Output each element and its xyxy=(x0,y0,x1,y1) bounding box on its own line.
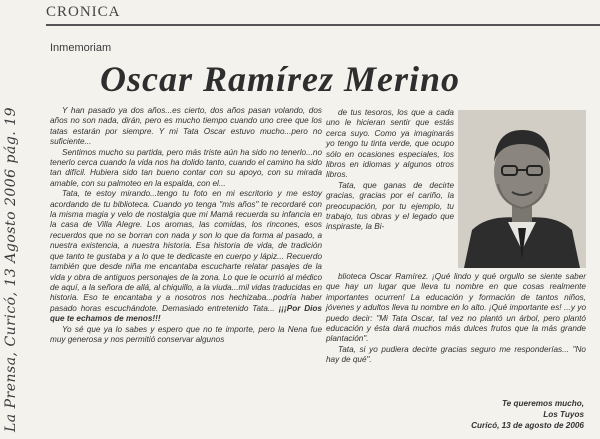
paragraph: Sentimos mucho su partida, pero más triste aún ha sido no tenerlo...no tenerlo cerca cuando la vida nos ha dolido tanto, cuando el camino ha sido tan difícil. Hubiera sido tan bueno contar con su apoyo, con su mirada amable, con su palmoteo en la espalda, con el... xyxy=(50,147,322,188)
right-bottom-column xyxy=(326,272,586,366)
portrait-illustration xyxy=(458,110,586,268)
headline: Oscar Ramírez Merino xyxy=(100,59,461,99)
paragraph: Tata, que ganas de decirte gracias, gracias por el cariño, la preocupación, por tu ejemplo, tu trabajo, tus obras y el legado que inspiraste, la Bi- xyxy=(326,180,454,232)
paragraph: Yo sé que ya lo sabes y espero que no te importe, pero la Nena fue muy generosa y nos permitió conservar algunos xyxy=(50,324,322,344)
top-rule xyxy=(46,24,600,26)
signoff-date: Curicó, 13 de agosto de 2006 xyxy=(471,421,584,430)
signoff xyxy=(326,398,584,431)
paragraph xyxy=(50,189,322,324)
bold-closing: ¡¡¡Por Dios que te echamos de menos!!! xyxy=(50,303,322,324)
handwritten-margin-note: La Prensa, Curicó, 13 Agosto 2006 pág. 19 xyxy=(3,106,19,432)
left-column xyxy=(50,106,322,345)
paragraph: Tata, si yo pudiera decirte gracias seguro me responderías... "No hay de qué". xyxy=(326,344,586,365)
paragraph: blioteca Oscar Ramírez. ¡Qué lindo y qué orgullo se siente saber que hay un lugar que lleva tu nombre en que cosas realmente importantes ocurren! La educación y formación de tantos niños, jóvenes y adultos lleva tu nombre en lo alto. ¡Qué importante es! ...y yo puedo decir: "Mi Tata Oscar, tal vez no plantó un árbol, pero plantó educación y ésta dará muchos más dulces frutos que la más grande plantación". xyxy=(326,272,586,344)
signoff-line: Te queremos mucho, xyxy=(501,399,584,408)
kicker: Inmemoriam xyxy=(50,42,112,54)
paragraph: de tus tesoros, los que a cada uno le hicieran sentir que estás cerca suyo. Como ya imaginarás yo tengo tu tinta verde, que ocupo sólo en ocasiones especiales, los libros en idiomas y algunos otros libros. xyxy=(326,108,454,180)
paragraph: Y han pasado ya dos años...es cierto, dos años pasan volando, dos años no son nada, dirán, pero es mucho tiempo cuando uno cree que los tatas estarán por siempre. Y mi Tata Oscar estuvo mucho...pero no suficiente... xyxy=(50,106,322,147)
right-top-column xyxy=(326,108,454,233)
signoff-line: Los Tuyos xyxy=(543,410,584,419)
paragraph-text: Tata, te estoy mirando...tengo tu foto en mi escritorio y me estoy acordando de tu biblioteca. Cuando yo tenga "mis años" te recordaré con la misma magia y velo de nostalgia que mi Mamá recuerda su infancia en la casa de Villa Alegre. Los aromas, las comidas, los rincones, esos recuerdos que no se borran con nada y son lo que da forma al pasado, a nuestra existencia, a nuestra historia. Esa historia de vida, de tradición que tanto te gustaba y a lo que te dedicaste en cuerpo y lápiz... Recuerdo también que desde niña me encantaba escucharte relatar pasajes de la vida y obra de antiguos personajes de la zona. Lo que le ocurrió al médico de aquí, a la señora de allá, al chiquillo, a la viuda...mil vidas traducidas en historia. Eso te encantaba y a nosotros nos hechizaba...podría haber pasado horas escuchándote. Demasiado entretenido Tata... xyxy=(50,189,322,313)
portrait-photo xyxy=(458,110,586,268)
section-label: CRONICA xyxy=(46,4,121,20)
